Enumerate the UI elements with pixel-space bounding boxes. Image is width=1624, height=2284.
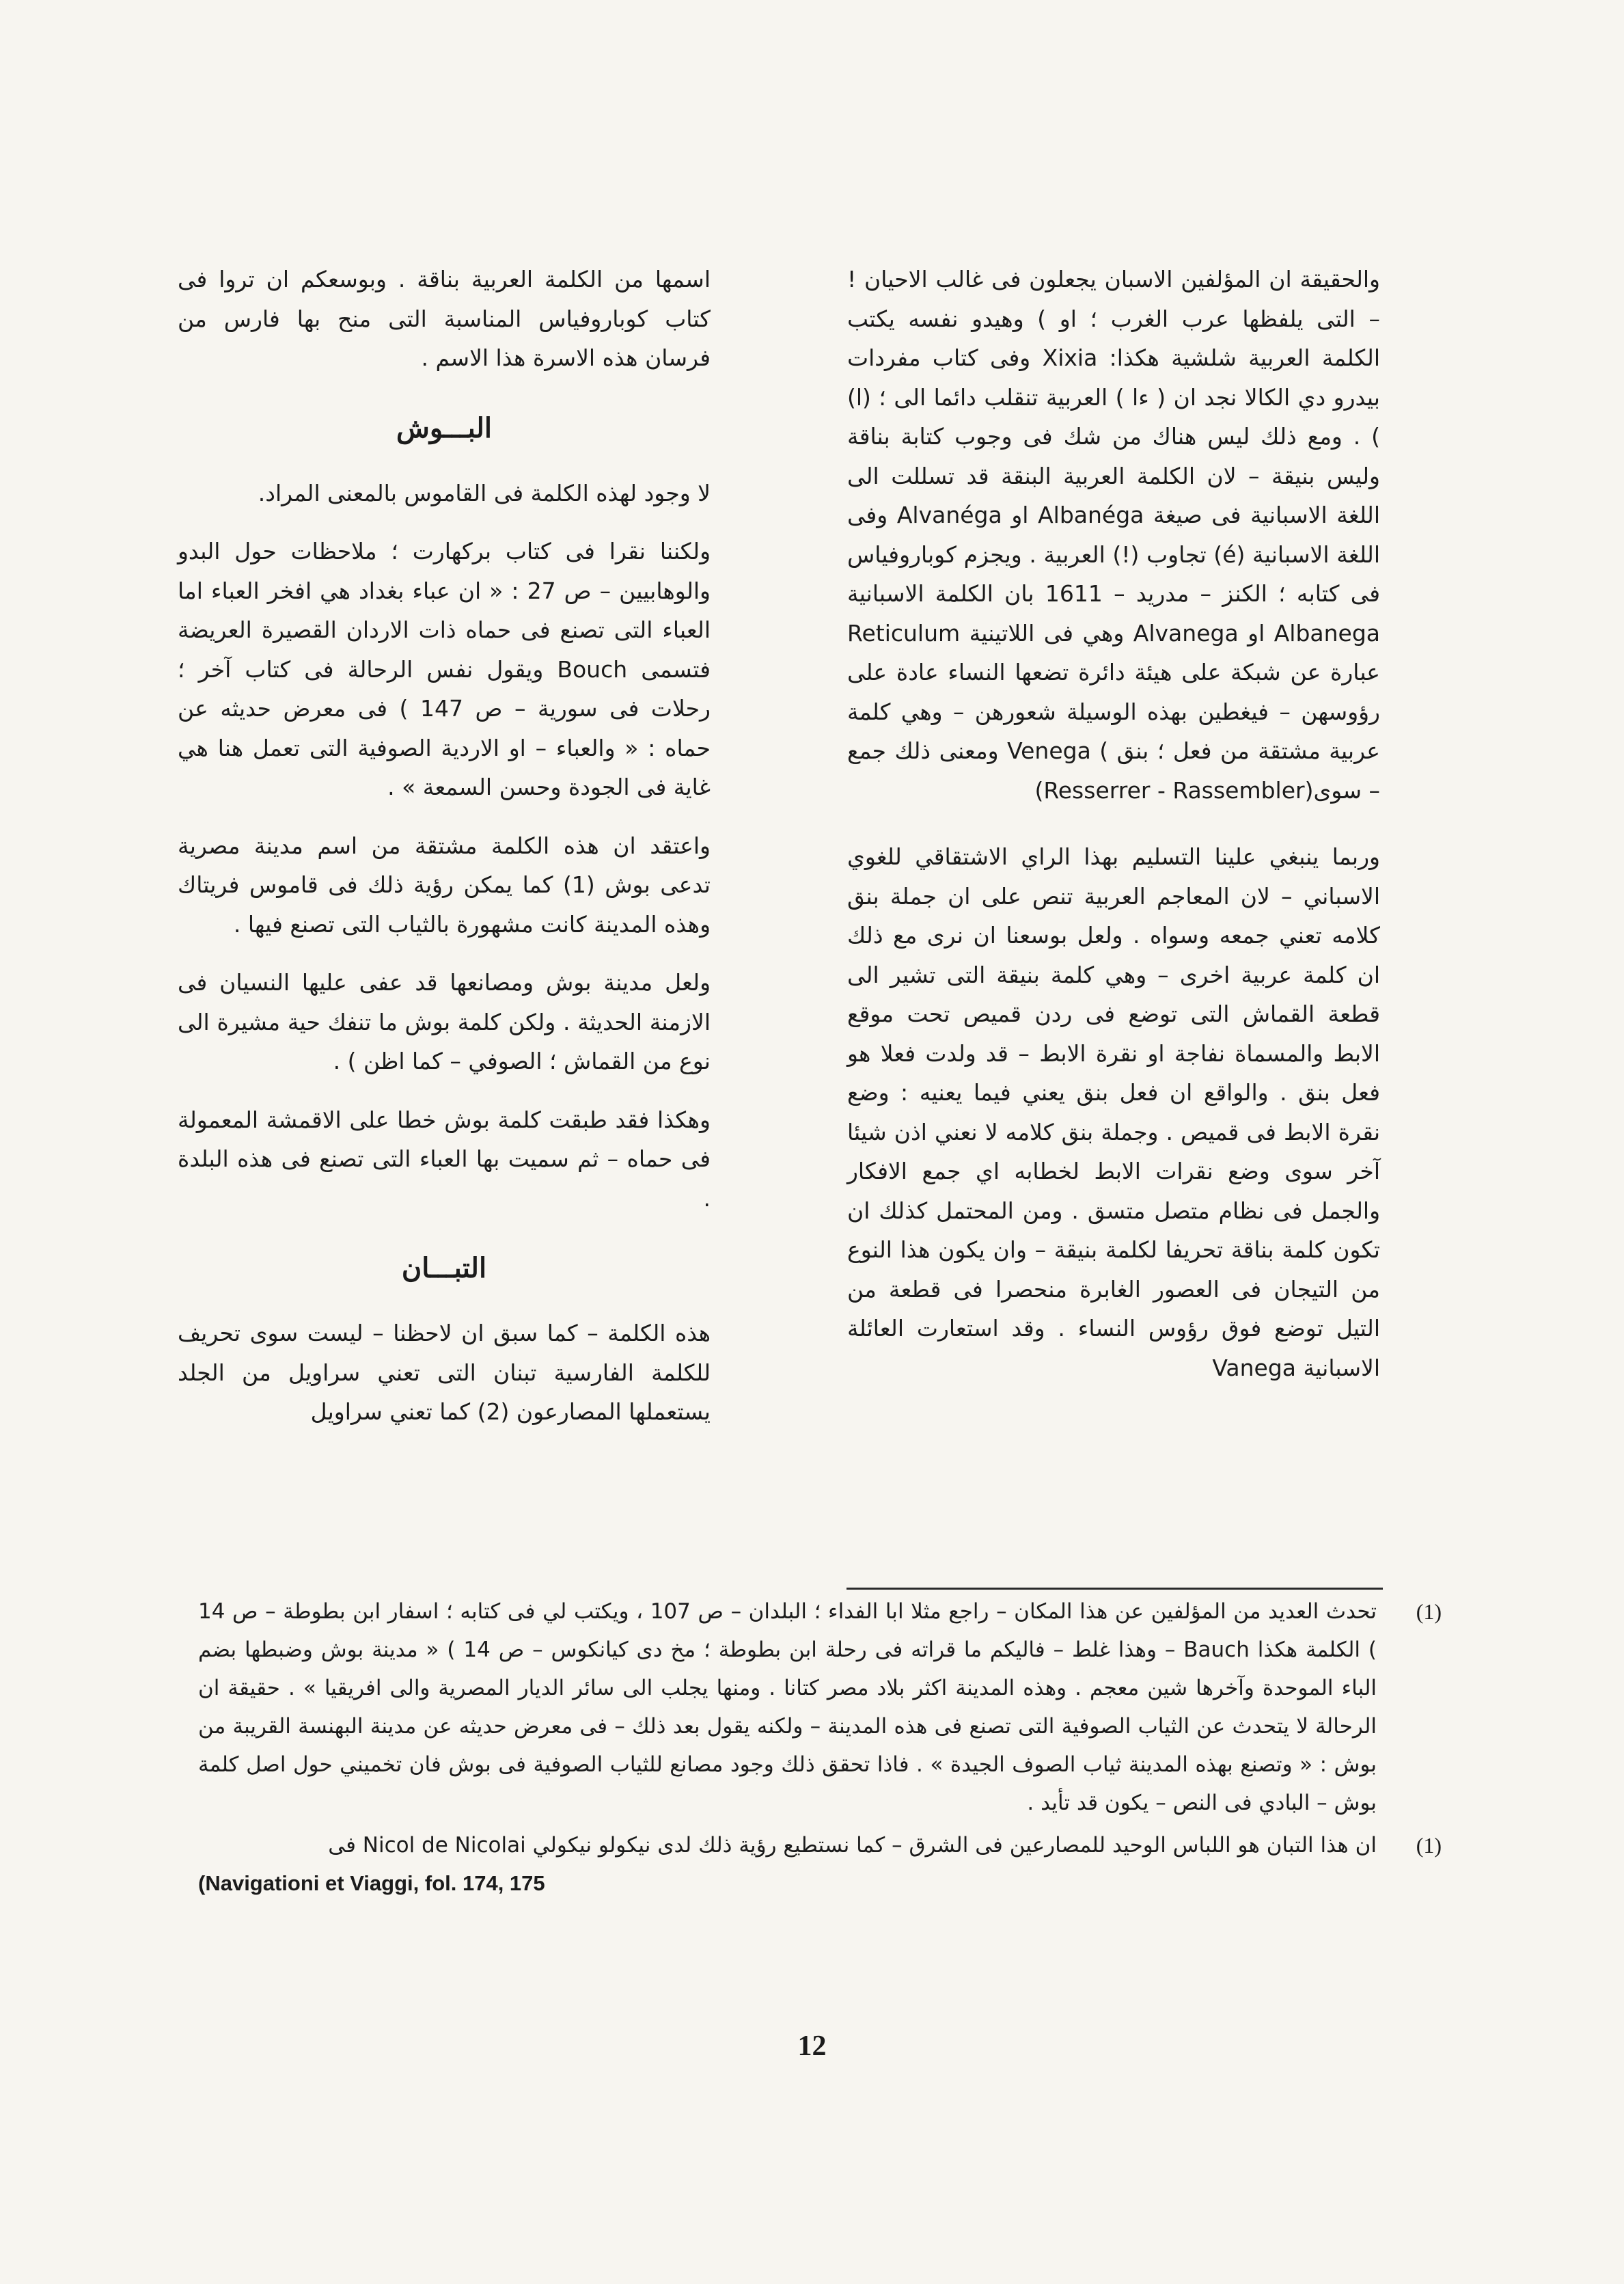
section-heading-tabban: التبـــان — [401, 1252, 487, 1284]
body-paragraph: اسمها من الكلمة العربية بناقة . وبوسعكم ان تروا فى كتاب كوباروفياس المناسبة التى منح بها فارس من فرسان هذه الاسرة هذا الاسم . — [178, 266, 711, 371]
footnote-marker: (1) — [1416, 1833, 1442, 1858]
body-paragraph: ولكننا نقرا فى كتاب بركهارت ؛ ملاحظات حول البدو والوهابيين – ص 27 : « ان عباء بغداد هي افخر العباء اما العباء التى تصنع فى حماه ذات الاردان القصيرة العريضة فتسمى Bouch ويقول نفس الرحالة فى كتاب آخر ؛ رحلات فى سورية – ص 147 ) فى معرض حديثه عن حماه : « والعباء – او الاردية الصوفية التى تعمل هنا هي غاية فى الجودة وحسن السمعة » . — [178, 538, 711, 800]
footnote — [198, 1592, 1442, 1822]
page-number: 12 — [797, 2030, 827, 2062]
body-paragraph: والحقيقة ان المؤلفين الاسبان يجعلون فى غالب الاحيان ! – التى يلفظها عرب الغرب ؛ او ) وهيدو نفسه يكتب الكلمة العربية شلشية هكذا: Xixia وفى كتاب مفردات بيدرو دي الكالا نجد ان ( ءا ) العربية تنقلب دائما الى ؛ (ا) ) . ومع ذلك ليس هناك من شك فى وجوب كتابة بناقة وليس بنيقة – لان الكلمة العربية البنقة قد تسللت الى اللغة الاسبانية فى صيغة Albanéga او Alvanéga وفى اللغة الاسبانية (é) تجاوب (!) العربية . ويجزم كوباروفياس فى كتابه ؛ الكنز – مدريد – 1611 بان الكلمة الاسبانية Albanega او Alvanega وهي فى اللاتينية Reticulum عبارة عن شبكة على هيئة دائرة تضعها النساء عادة على رؤوسهن – فيغطين بهذه الوسيلة شعورهن – وهي كلمة عربية مشتقة من فعل ؛ بنق ) Venega ومعنى ذلك جمع – سوى(Resserrer - Rassembler) — [847, 266, 1381, 804]
body-paragraph: ولعل مدينة بوش ومصانعها قد عفى عليها النسيان فى الازمنة الحديثة . ولكن كلمة بوش ما تنفك حية مشيرة الى نوع من القماش ؛ الصوفي – كما اظن ) . — [178, 969, 711, 1074]
body-paragraph: وربما ينبغي علينا التسليم بهذا الراي الاشتقاقي للغوي الاسباني – لان المعاجم العربية تنص على ان جملة بنق كلامه تعني جمعه وسواه . ولعل بوسعنا ان نرى مع ذلك ان كلمة عربية اخرى – وهي كلمة بنيقة التى تشير الى قطعة القماش التى توضع فى ردن قميص تحت موقع الابط والمسماة نفاجة او نقرة الابط – قد ولدت فعلا هو فعل بنق . والواقع ان فعل بنق يعني فيما يعنيه : وضع نقرة الابط فى قميص . وجملة بنق كلامه لا نعني اذن شيئا آخر سوى وضع نقرات الابط لخطابه اي جمع الافكار والجمل فى نظام متصل متسق . ومن المحتمل كذلك ان تكون كلمة بناقة تحريفا لكلمة بنيقة – وان يكون هذا النوع من التيجان فى العصور الغابرة منحصرا فى قطعة من التيل توضع فوق رؤوس النساء . وقد استعارت العائلة الاسبانية Vanega — [847, 843, 1380, 1381]
body-paragraph: هذه الكلمة – كما سبق ان لاحظنا – ليست سوى تحريف للكلمة الفارسية تبنان التى تعني سراويل من الجلد يستعملها المصارعون (2) كما تعني سراويل — [178, 1320, 711, 1425]
section-heading-bush: البـــوش — [396, 411, 493, 444]
footnote — [198, 1826, 1442, 1903]
body-paragraph: واعتقد ان هذه الكلمة مشتقة من اسم مدينة مصرية تدعى بوش (1) كما يمكن رؤية ذلك فى قاموس فريتاك وهذه المدينة كانت مشهورة بالثياب التى تصنع فيها . — [178, 832, 711, 938]
footnote-citation: (Navigationi et Viaggi, fol. 174, 175 — [198, 1871, 545, 1895]
body-paragraph: وهكذا فقد طبقت كلمة بوش خطا على الاقمشة المعمولة فى حماه – ثم سميت بها العباء التى تصنع فى هذه البلدة . — [178, 1106, 711, 1212]
right-text-column — [847, 260, 1380, 1387]
footnote-text: تحدث العديد من المؤلفين عن هذا المكان – راجع مثلا ابا الفداء ؛ البلدان – ص 107 ، ويكتب لي فى كتابه ؛ اسفار ابن بطوطة – ص 14 ) الكلمة هكذا Bauch – وهذا غلط – فاليكم ما قراته فى رحلة ابن بطوطة ؛ مخ دى كيانكوس – ص 14 ) « مدينة بوش وضبطها بضم الباء الموحدة وآخرها شين معجم . وهذه المدينة اكثر بلاد مصر كتانا . ومنها يجلب الى سائر الديار المصرية والى افريقيا » . حقيقة ان الرحالة لا يتحدث عن الثياب الصوفية التى تصنع فى هذه المدينة – ولكنه يقول بعد ذلك – فى معرض حديثه عن مدينة البهنسة القريبة من بوش : « وتصنع بهذه المدينة ثياب الصوف الجيدة » . فاذا تحقق ذلك وجود مصانع للثياب الصوفية فى بوش فان تخميني حول اصل كلمة بوش – البادي فى النص – يكون قد تأيد . — [198, 1599, 1377, 1815]
footnote-text: ان هذا التبان هو اللباس الوحيد للمصارعين فى الشرق – كما نستطيع رؤية ذلك لدى نيكولو نيكولي Nicol de Nicolai فى — [328, 1833, 1377, 1858]
footnote-divider — [847, 1588, 1383, 1590]
body-paragraph: لا وجود لهذه الكلمة فى القاموس بالمعنى المراد. — [258, 479, 711, 506]
left-text-column — [178, 260, 711, 1432]
footnotes — [198, 1592, 1442, 1907]
footnote-marker: (1) — [1416, 1599, 1442, 1624]
